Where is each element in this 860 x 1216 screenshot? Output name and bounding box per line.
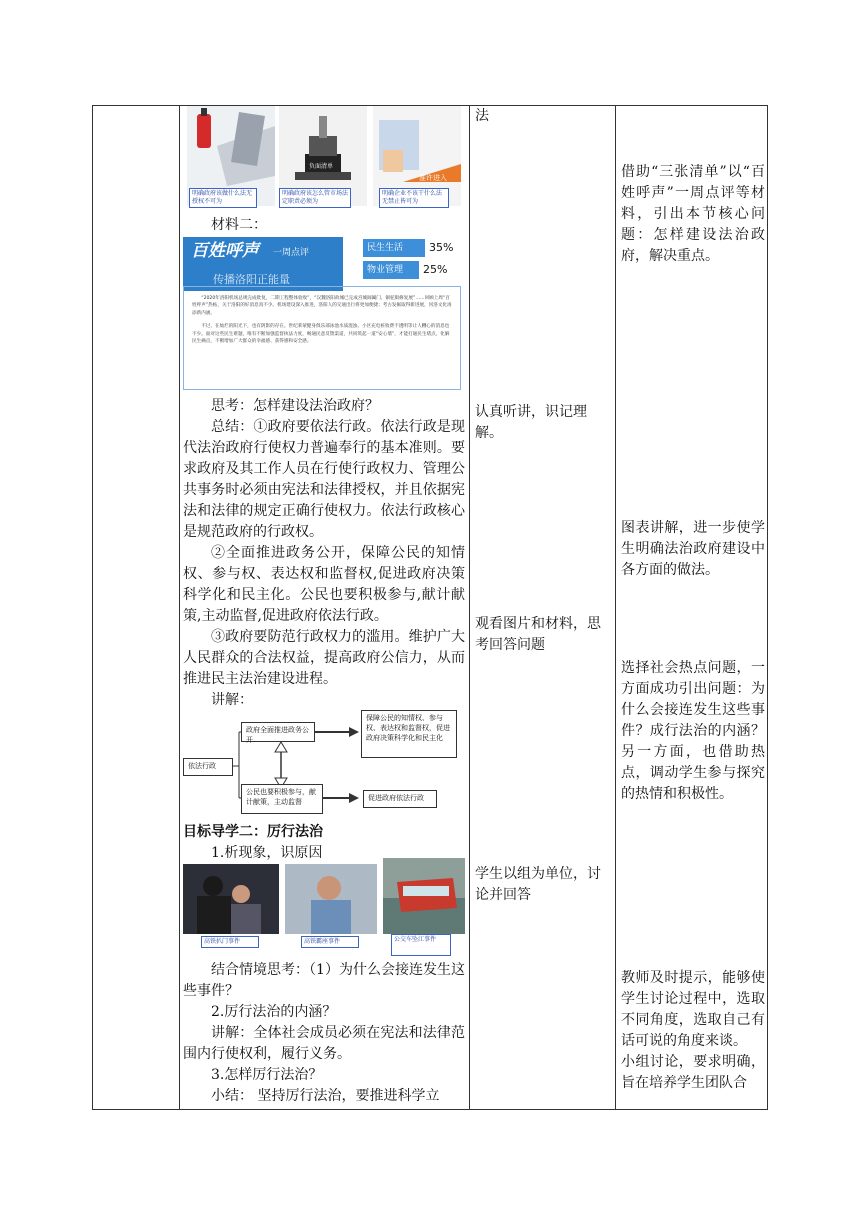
- image-caption: 明确政府该做什么法无授权不可为: [189, 188, 257, 208]
- goal-two-heading: 目标导学二：厉行法治: [183, 824, 323, 840]
- stat-percent: 25%: [423, 263, 448, 276]
- photo-seat-illustration: [285, 864, 377, 934]
- column-divider: [615, 106, 616, 1109]
- design-intent: 图表讲解，进一步使学生明确法治政府建设中各方面的做法。: [621, 520, 765, 578]
- inquiry-item: 2.厉行法治的内涵？: [211, 1004, 337, 1020]
- activity-text: 法: [475, 108, 489, 124]
- photo-caption: 高铁扒门事件: [201, 936, 259, 948]
- summary-point: ③政府要防范行政权力的滥用。维护广大人民群众的合法权益，提高政府公信力，从而推进民主法治建设进程。: [183, 629, 465, 687]
- design-intent: 选择社会热点问题，一方面成功引出问题：为什么会接连发生这些事件？成行法治的内涵？另一方面，也借助热点，调动学生参与探究的热情和积极性。: [621, 660, 765, 802]
- logo-subtitle: 一周点评: [273, 248, 310, 258]
- flow-diagram: [183, 710, 465, 814]
- baixing-logo: [183, 237, 343, 291]
- design-intent: 借助“三张清单”以“百姓呼声”一周点评等材料，引出本节核心问题：怎样建设法治政府，解决重点。: [621, 164, 765, 264]
- clipping-paragraph: 不过，在灿烂的阳光下，也有阴影的存在。世纪莱蒙健身俱乐部泳池水质混浊、小区充电桩收费不透明等让人糟心的消息也不少。面对这些民生难题，唯有不断加强监督执法力度，畅通民意反馈渠道，共同筑起一道“安心墙”，才能打通民生堵点，化解民生痛点，不断增加广大群众的幸福感、获得感和安全感。: [192, 324, 450, 345]
- lesson-table: [92, 105, 768, 1110]
- summary-point: ②全面推进政务公开，保障公民的知情权、参与权、表达权和监督权,促进政府决策科学化和民主化。公民也要积极参与,献计献策,主动监督,促进政府依法行政。: [183, 545, 465, 624]
- photo-door-illustration: [183, 864, 279, 934]
- column-divider: [469, 106, 470, 1109]
- clipping-paragraph: “2020年洛阳机场总规完成批复，二期工程整体验收”，“汉魏洛阳故城已完成宫城阊阖门、铜驼街修复展”……回顾上周“百姓呼声”热帖，关于洛阳的好消息真不少。机场建设深入推进，洛阳人的交通出行将更加便捷；考古发掘取得新进展，河洛文化再添新内涵。: [192, 296, 452, 316]
- flow-node: 依法行政: [183, 758, 233, 776]
- photo-bus-incident: [383, 858, 465, 934]
- flow-node: 促进政府依法行政: [363, 790, 437, 808]
- conclusion-text: 小结： 坚持厉行法治，要推进科学立: [211, 1088, 440, 1104]
- logo-title: 百姓呼声: [191, 241, 259, 261]
- stamp-label: 负面清单: [309, 163, 334, 170]
- logo-slogan: 传播洛阳正能量: [213, 273, 290, 286]
- summary-point: 总结：①政府要依法行政。依法行政是现代法治政府行使权力普遍奉行的基本准则。要求政府及其工作人员在行使行政权力、管理公共事务时必须由宪法和法律授权，并且依据宪法和法律的规定正确行使权力。依法行政核心是规范政府的行政权。: [183, 419, 465, 540]
- photo-bus-illustration: [383, 858, 465, 934]
- activity-text: 认真听讲，识记理解。: [475, 404, 587, 441]
- news-clipping: [183, 286, 461, 390]
- lower-text-block: [183, 960, 465, 1107]
- context-question: 结合情境思考：（1）为什么会接连发生这些事件？: [183, 962, 465, 999]
- activity-text: 学生以组为单位，讨论并回答: [475, 866, 601, 903]
- column-divider: [179, 106, 180, 1109]
- flow-node: 保障公民的知情权、参与权、表达权和监督权，促进政府决策科学化和民主化: [361, 710, 457, 758]
- stat-bar: 民生生活: [363, 239, 425, 257]
- photo-caption: 高铁霸座事件: [301, 936, 359, 948]
- explain-text: 讲解：全体社会成员必须在宪法和法律范围内行使权利，履行义务。: [183, 1025, 465, 1062]
- explain-label: 讲解：: [211, 692, 253, 708]
- flow-node: 公民也要积极参与，献计献策，主动监督: [241, 784, 323, 814]
- material-two-label: 材料二：: [211, 217, 267, 233]
- banner-label: 准许进入: [419, 174, 447, 182]
- design-intent: 小组讨论，要求明确，旨在培养学生团队合: [621, 1054, 765, 1091]
- flow-node: 政府全面推进政务公开: [241, 722, 315, 742]
- think-question: 思考：怎样建设法治政府？: [211, 398, 379, 414]
- activity-text: 观看图片和材料，思考回答问题: [475, 616, 601, 653]
- stat-bar: 物业管理: [363, 261, 419, 279]
- analysis-item: 1.析现象，识原因: [211, 845, 323, 861]
- image-caption: 明确政府该怎么管市场法定职责必须为: [279, 188, 351, 208]
- summary-block: [183, 396, 465, 711]
- photo-seat-incident: [285, 864, 377, 934]
- stat-percent: 35%: [429, 241, 454, 254]
- design-intent: 教师及时提示，能够使学生讨论过程中，选取不同角度，选取自己有话可说的角度来谈。: [621, 970, 765, 1049]
- photo-door-incident: [183, 864, 279, 934]
- inquiry-item: 3.怎样厉行法治？: [211, 1067, 323, 1083]
- photo-caption: 公交车坠江事件: [391, 934, 451, 956]
- image-caption: 明确企业不该干什么法无禁止皆可为: [379, 188, 449, 208]
